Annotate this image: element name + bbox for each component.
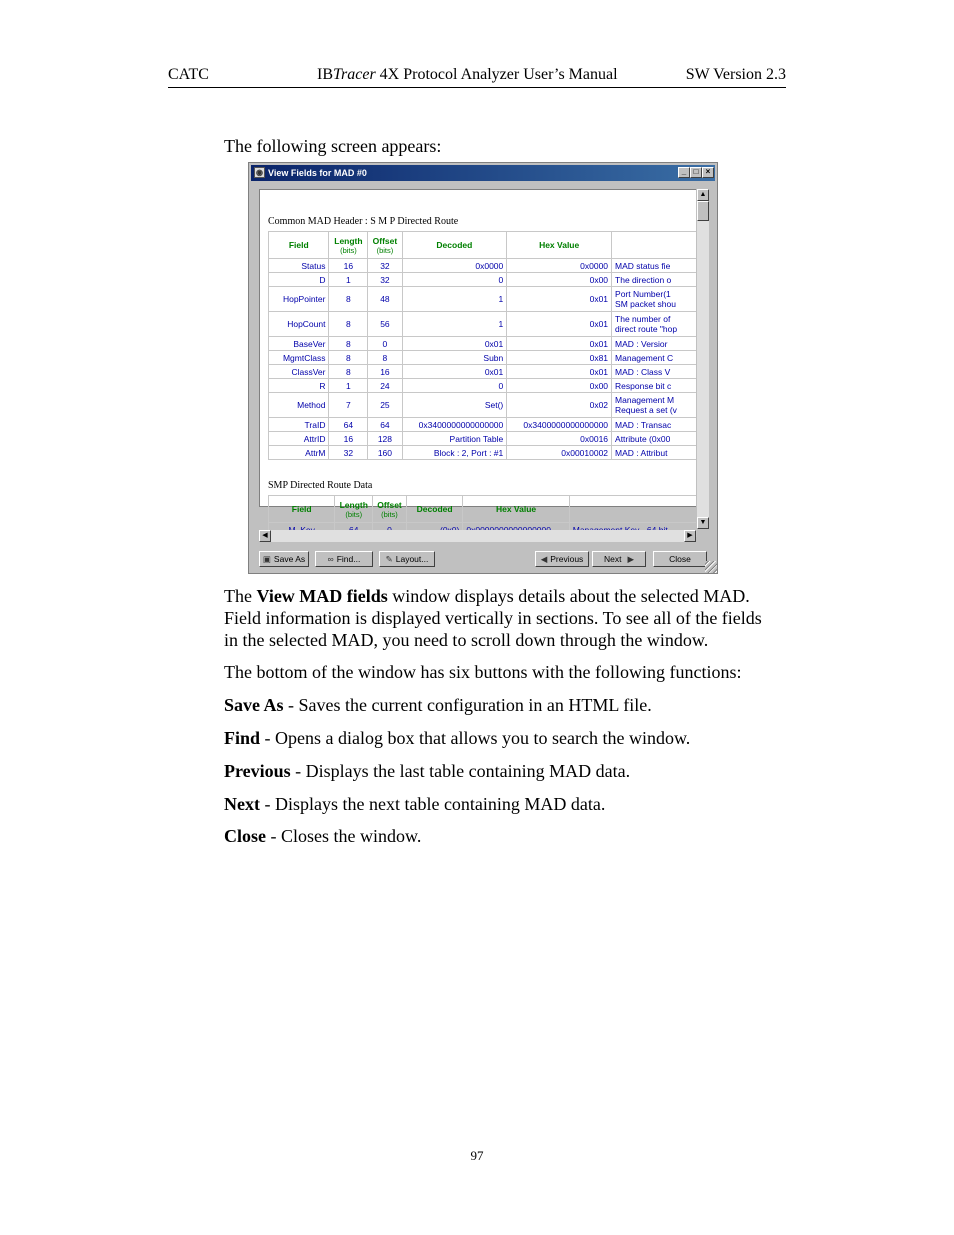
cell-hex: 0x01 <box>507 337 612 351</box>
cell-decoded: 0x01 <box>402 337 507 351</box>
table-row <box>269 287 697 312</box>
binoculars-icon: ∞ <box>327 554 334 564</box>
cell-offset: 16 <box>368 365 402 379</box>
table-row <box>269 365 697 379</box>
cell-field: ClassVer <box>269 365 329 379</box>
window-titlebar[interactable] <box>251 165 715 181</box>
cell-length: 32 <box>329 446 368 460</box>
cell-hex: 0x81 <box>507 351 612 365</box>
horizontal-scrollbar[interactable] <box>259 530 696 542</box>
previous-button[interactable]: ◀ Previous <box>535 551 589 567</box>
view-mad-fields-window <box>248 162 718 574</box>
cell-offset: 0 <box>368 337 402 351</box>
maximize-button[interactable]: □ <box>690 167 702 178</box>
col-hex: Hex Value <box>507 232 612 259</box>
cell-description: MAD : Transac <box>612 418 697 432</box>
col-field: Field <box>269 232 329 259</box>
col-offset: Offset (bits) <box>373 496 407 523</box>
table-row <box>269 312 697 337</box>
table-row <box>269 259 697 273</box>
save-as-button[interactable]: ▣ Save As <box>259 551 309 567</box>
cell-decoded: 0x0000 <box>402 259 507 273</box>
table-row <box>269 432 697 446</box>
layout-button[interactable]: ✎ Layout... <box>379 551 435 567</box>
running-header <box>168 66 786 88</box>
section-title-common-mad-header: Common MAD Header : S M P Directed Route <box>268 216 459 227</box>
cell-decoded: 1 <box>402 287 507 312</box>
section-title-smp-directed-route: SMP Directed Route Data <box>268 480 373 491</box>
header-title: IBTracer 4X Protocol Analyzer User’s Manual <box>317 66 618 83</box>
cell-offset: 48 <box>368 287 402 312</box>
scroll-right-icon[interactable]: ▶ <box>684 530 696 542</box>
cell-description: The direction o <box>612 273 697 287</box>
cell-hex: 0x0016 <box>507 432 612 446</box>
table-row <box>269 393 697 418</box>
scroll-up-icon[interactable]: ▲ <box>697 189 709 201</box>
cell-length: 8 <box>329 365 368 379</box>
cell-description: Port Number(1 SM packet shou <box>612 287 697 312</box>
cell-decoded: Block : 2, Port : #1 <box>402 446 507 460</box>
table-row <box>269 446 697 460</box>
cell-field: D <box>269 273 329 287</box>
intro-text: The following screen appears: <box>224 136 442 156</box>
cell-field: HopPointer <box>269 287 329 312</box>
cell-hex: 0x01 <box>507 287 612 312</box>
para-description: The View MAD fields window displays details about the selected MAD. Field information is displayed vertically in sections. To see all of the fields in the selected MAD, you need to scroll down through the window. <box>224 586 762 650</box>
cell-description: Management M Request a set (v <box>612 393 697 418</box>
function-save-as: Save As - Saves the current configuration in an HTML file. <box>224 695 652 715</box>
cell-offset: 32 <box>368 259 402 273</box>
col-length: Length (bits) <box>329 232 368 259</box>
function-previous: Previous - Displays the last table containing MAD data. <box>224 761 631 781</box>
cell-hex: 0x00 <box>507 379 612 393</box>
scroll-thumb[interactable] <box>697 201 709 221</box>
find-button[interactable]: ∞ Find... <box>315 551 373 567</box>
cell-offset: 8 <box>368 351 402 365</box>
mad-content-pane[interactable] <box>259 189 698 519</box>
app-icon: ◉ <box>254 167 265 178</box>
table-row <box>269 273 697 287</box>
function-next: Next - Displays the next table containing MAD data. <box>224 794 606 814</box>
page-number: 97 <box>470 1148 484 1163</box>
cell-offset: 24 <box>368 379 402 393</box>
col-description <box>612 232 697 259</box>
cell-hex: 0x0000 <box>507 259 612 273</box>
cell-length: 7 <box>329 393 368 418</box>
cell-description: MAD : Class V <box>612 365 697 379</box>
cell-length: 8 <box>329 287 368 312</box>
table-row <box>269 418 697 432</box>
cell-field: AttrM <box>269 446 329 460</box>
cell-hex: 0x01 <box>507 312 612 337</box>
cell-length: 8 <box>329 337 368 351</box>
cell-field: Status <box>269 259 329 273</box>
col-decoded: Decoded <box>406 496 463 523</box>
function-close: Close - Closes the window. <box>224 826 422 846</box>
table-row <box>269 379 697 393</box>
table-header-row <box>269 232 697 259</box>
cell-length: 16 <box>329 432 368 446</box>
cell-field: R <box>269 379 329 393</box>
resize-grip-icon[interactable] <box>705 561 717 573</box>
cell-hex: 0x02 <box>507 393 612 418</box>
table-row <box>269 337 697 351</box>
col-hex: Hex Value <box>463 496 569 523</box>
vertical-scrollbar[interactable] <box>696 189 709 529</box>
cell-decoded: Set() <box>402 393 507 418</box>
cell-field: BaseVer <box>269 337 329 351</box>
table-row <box>269 351 697 365</box>
scroll-left-icon[interactable]: ◀ <box>259 530 271 542</box>
window-title: View Fields for MAD #0 <box>268 168 367 178</box>
function-find: Find - Opens a dialog box that allows you to search the window. <box>224 728 691 748</box>
arrow-right-icon: ▶ <box>627 554 635 564</box>
cell-hex: 0x00010002 <box>507 446 612 460</box>
cell-offset: 56 <box>368 312 402 337</box>
cell-field: HopCount <box>269 312 329 337</box>
cell-decoded: 0 <box>402 379 507 393</box>
cell-length: 8 <box>329 312 368 337</box>
cell-description: Management C <box>612 351 697 365</box>
cell-field: AttrID <box>269 432 329 446</box>
cell-description: Response bit c <box>612 379 697 393</box>
col-field: Field <box>269 496 335 523</box>
cell-offset: 64 <box>368 418 402 432</box>
close-button[interactable]: Close <box>653 551 707 567</box>
cell-length: 64 <box>329 418 368 432</box>
cell-decoded: 0x01 <box>402 365 507 379</box>
cell-decoded: 0x3400000000000000 <box>402 418 507 432</box>
cell-decoded: Partition Table <box>402 432 507 446</box>
cell-field: TraID <box>269 418 329 432</box>
cell-description: Attribute (0x00 <box>612 432 697 446</box>
floppy-disk-icon: ▣ <box>262 554 271 564</box>
cell-length: 8 <box>329 351 368 365</box>
common-mad-header-table <box>268 231 697 460</box>
scroll-down-icon[interactable]: ▼ <box>697 517 709 529</box>
cell-description: MAD : Versior <box>612 337 697 351</box>
cell-description: The number of direct route "hop <box>612 312 697 337</box>
header-company: CATC <box>168 66 209 83</box>
col-decoded: Decoded <box>402 232 507 259</box>
cell-offset: 128 <box>368 432 402 446</box>
cell-decoded: 0 <box>402 273 507 287</box>
cell-hex: 0x01 <box>507 365 612 379</box>
wand-icon: ✎ <box>385 554 393 564</box>
cell-field: Method <box>269 393 329 418</box>
cell-field: MgmtClass <box>269 351 329 365</box>
minimize-button[interactable]: _ <box>678 167 690 178</box>
cell-hex: 0x00 <box>507 273 612 287</box>
cell-offset: 25 <box>368 393 402 418</box>
cell-hex: 0x3400000000000000 <box>507 418 612 432</box>
table-header-row <box>269 496 697 523</box>
col-length: Length (bits) <box>335 496 373 523</box>
cell-length: 1 <box>329 273 368 287</box>
cell-description: MAD : Attribut <box>612 446 697 460</box>
next-button[interactable]: Next ▶ <box>592 551 646 567</box>
cell-offset: 160 <box>368 446 402 460</box>
arrow-left-icon: ◀ <box>540 554 548 564</box>
para-buttons-intro: The bottom of the window has six buttons with the following functions: <box>224 662 742 682</box>
close-window-button[interactable]: × <box>702 167 714 178</box>
cell-offset: 32 <box>368 273 402 287</box>
col-description <box>569 496 696 523</box>
cell-decoded: Subn <box>402 351 507 365</box>
cell-description: MAD status fie <box>612 259 697 273</box>
cell-decoded: 1 <box>402 312 507 337</box>
cell-length: 16 <box>329 259 368 273</box>
cell-length: 1 <box>329 379 368 393</box>
col-offset: Offset (bits) <box>368 232 402 259</box>
header-version: SW Version 2.3 <box>685 66 786 83</box>
